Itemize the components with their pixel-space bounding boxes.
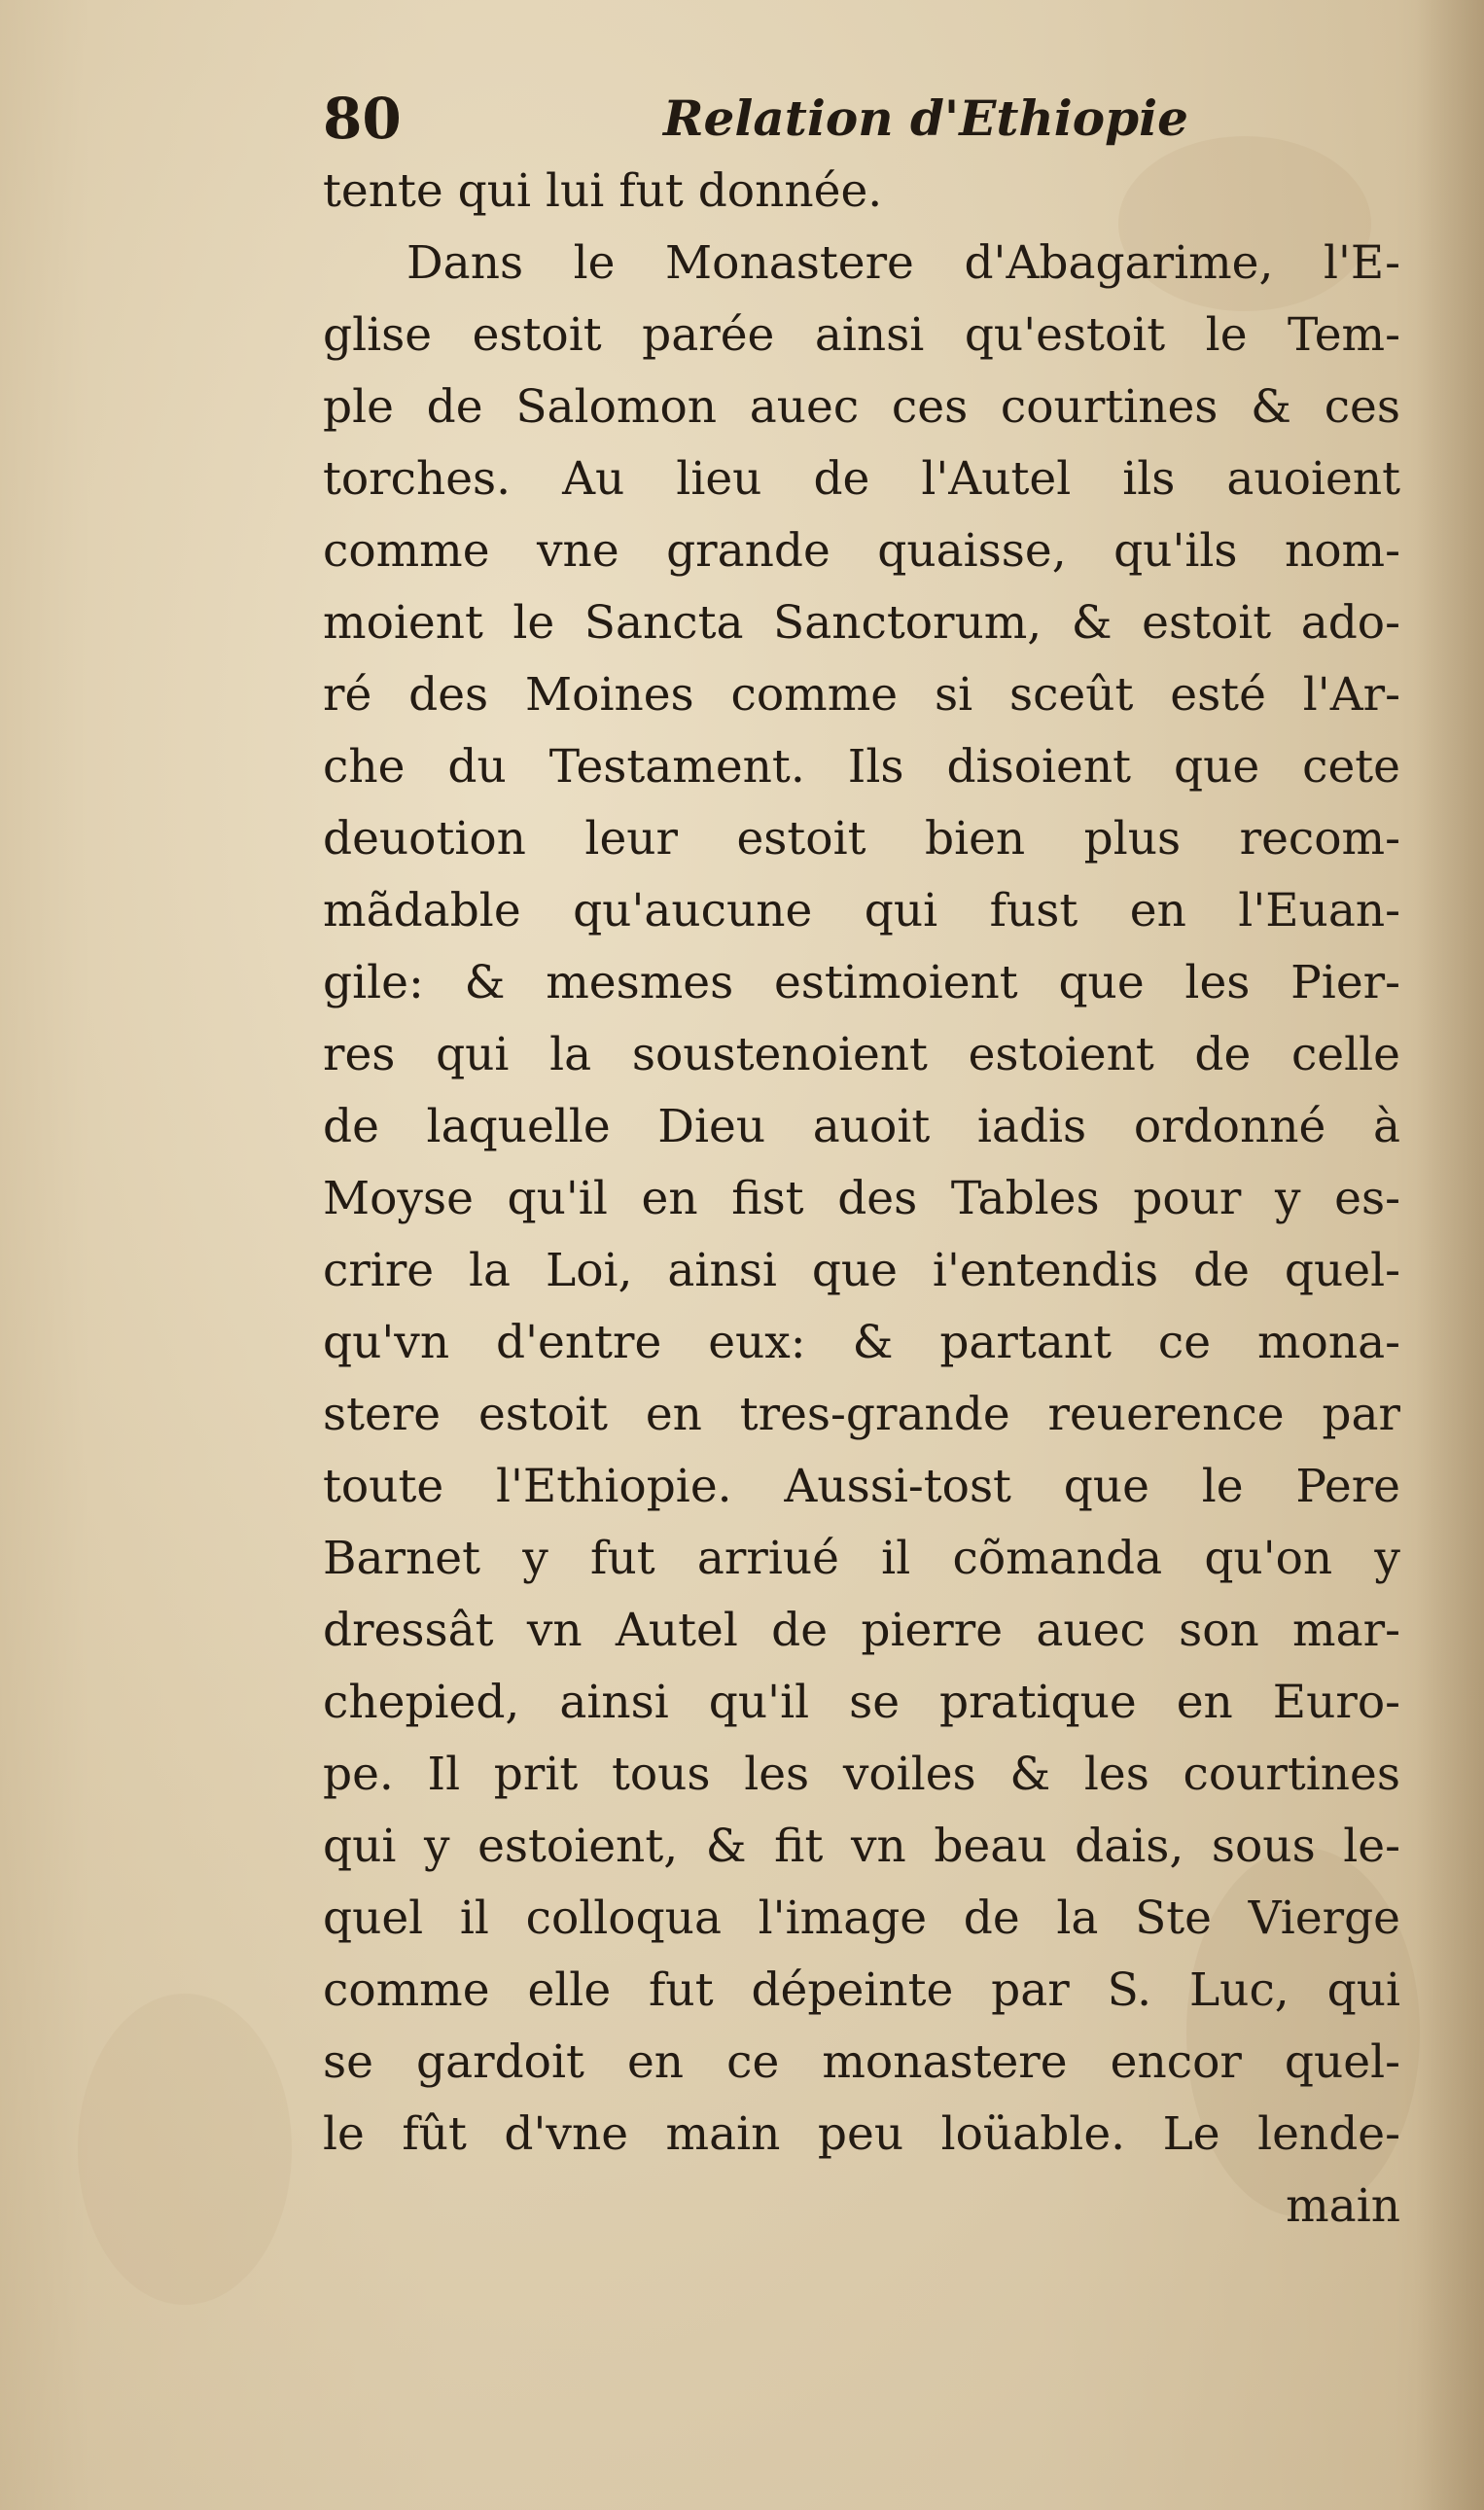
- text-line: comme vne grande quaisse, qu'ils nom-: [323, 524, 1400, 578]
- text-line: mãdable qu'aucune qui fust en l'Euan-: [323, 884, 1400, 937]
- text-line: tente qui lui fut donnée.: [323, 164, 883, 218]
- text-line: Barnet y fut arriué il cõmanda qu'on y: [323, 1532, 1400, 1585]
- catchword: main: [1286, 2179, 1400, 2233]
- paper-stain: [78, 1994, 292, 2305]
- body-text: [323, 156, 1400, 2243]
- text-line: chepied, ainsi qu'il se pratique en Euro-: [323, 1676, 1400, 1729]
- text-line: gile: & mesmes estimoient que les Pier-: [323, 956, 1400, 1009]
- text-line: deuotion leur estoit bien plus recom-: [323, 812, 1400, 866]
- page-edge-shadow: [1416, 0, 1484, 2510]
- text-line: de laquelle Dieu auoit iadis ordonné à: [323, 1100, 1400, 1153]
- page-number: 80: [323, 86, 402, 152]
- text-line: stere estoit en tres-grande reuerence par: [323, 1388, 1400, 1441]
- text-line: Dans le Monastere d'Abagarime, l'E-: [406, 236, 1400, 290]
- text-line: qui y estoient, & fit vn beau dais, sous le-: [323, 1820, 1400, 1873]
- text-line: quel il colloqua l'image de la Ste Vierge: [323, 1891, 1400, 1945]
- text-line: pe. Il prit tous les voiles & les courtines: [323, 1748, 1400, 1801]
- text-line: res qui la soustenoient estoient de celle: [323, 1028, 1400, 1081]
- text-line: Moyse qu'il en fist des Tables pour y es-: [323, 1172, 1400, 1225]
- text-line: ple de Salomon auec ces courtines & ces: [323, 380, 1400, 434]
- text-line: le fût d'vne main peu loüable. Le lende-: [323, 2107, 1400, 2161]
- text-line: torches. Au lieu de l'Autel ils auoient: [323, 452, 1400, 506]
- text-line: qu'vn d'entre eux: & partant ce mona-: [323, 1316, 1400, 1369]
- text-line: ré des Moines comme si sceût esté l'Ar-: [323, 668, 1400, 722]
- text-line: se gardoit en ce monastere encor quel-: [323, 2035, 1400, 2089]
- text-line: toute l'Ethiopie. Aussi-tost que le Pere: [323, 1460, 1400, 1513]
- text-line: glise estoit parée ainsi qu'estoit le Tem-: [323, 308, 1400, 362]
- page-header: [323, 80, 1188, 158]
- text-line: dressât vn Autel de pierre auec son mar-: [323, 1604, 1400, 1657]
- text-line: crire la Loi, ainsi que i'entendis de quel-: [323, 1244, 1400, 1297]
- text-line: moient le Sancta Sanctorum, & estoit ado-: [323, 596, 1400, 650]
- text-line: che du Testament. Ils disoient que cete: [323, 740, 1400, 794]
- running-title: Relation d'Ethiopie: [663, 89, 1188, 147]
- text-line: comme elle fut dépeinte par S. Luc, qui: [323, 1963, 1400, 2017]
